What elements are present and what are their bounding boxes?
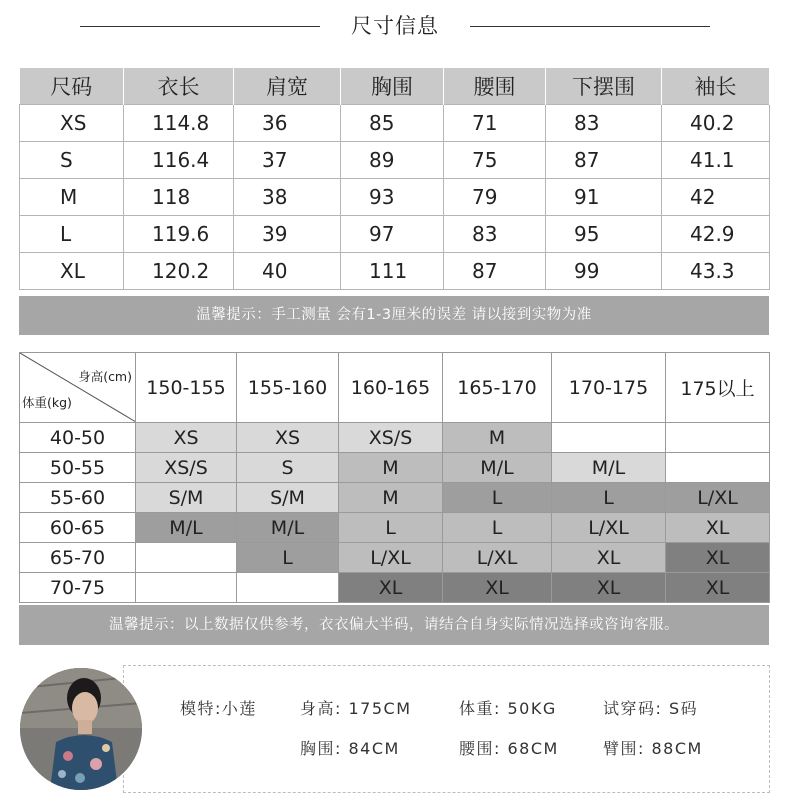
fit-row <box>20 513 770 543</box>
height-range: 170-175 <box>552 353 666 423</box>
weight-range: 55-60 <box>20 483 136 513</box>
header-cell: 下摆围 <box>546 68 662 105</box>
height-range: 150-155 <box>136 353 237 423</box>
size-value: 118 <box>124 179 234 216</box>
measurement-note: 温馨提示：手工测量 会有1-3厘米的误差 请以接到实物为准 <box>19 296 769 335</box>
size-value: 43.3 <box>662 253 770 290</box>
model-arm: 臂围: 88CM <box>603 739 703 758</box>
recommended-size: S/M <box>136 483 237 513</box>
recommended-size: XS/S <box>339 423 443 453</box>
size-value: 89 <box>341 142 444 179</box>
size-row <box>20 216 770 253</box>
recommended-size: L <box>237 543 339 573</box>
fit-row <box>20 483 770 513</box>
model-waist: 腰围: 68CM <box>459 739 559 758</box>
recommended-size: S <box>237 453 339 483</box>
size-value: 42.9 <box>662 216 770 253</box>
header-cell: 腰围 <box>444 68 546 105</box>
model-weight: 体重: 50KG <box>459 699 557 718</box>
size-label: L <box>20 216 124 253</box>
model-info-box <box>123 665 770 793</box>
size-label: M <box>20 179 124 216</box>
height-range: 160-165 <box>339 353 443 423</box>
recommended-size: M/L <box>136 513 237 543</box>
size-value: 91 <box>546 179 662 216</box>
header-cell: 衣长 <box>124 68 234 105</box>
size-value: 119.6 <box>124 216 234 253</box>
size-value: 87 <box>444 253 546 290</box>
size-value: 120.2 <box>124 253 234 290</box>
size-row <box>20 179 770 216</box>
size-value: 97 <box>341 216 444 253</box>
header-cell: 尺码 <box>20 68 124 105</box>
recommended-size <box>666 423 770 453</box>
recommended-size <box>136 573 237 603</box>
size-value: 42 <box>662 179 770 216</box>
recommended-size: L <box>443 513 552 543</box>
size-row <box>20 142 770 179</box>
size-value: 37 <box>234 142 341 179</box>
weight-range: 60-65 <box>20 513 136 543</box>
size-value: 93 <box>341 179 444 216</box>
size-advice-note: 温馨提示：以上数据仅供参考，衣衣偏大半码，请结合自身实际情况选择或咨询客服。 <box>19 605 769 645</box>
height-range: 165-170 <box>443 353 552 423</box>
recommended-size <box>136 543 237 573</box>
recommended-size: XL <box>552 573 666 603</box>
recommended-size: M <box>339 483 443 513</box>
recommended-size: L <box>552 483 666 513</box>
fit-row <box>20 453 770 483</box>
recommended-size: L/XL <box>666 483 770 513</box>
model-photo <box>20 668 142 790</box>
fit-row <box>20 543 770 573</box>
recommended-size <box>666 453 770 483</box>
recommended-size: XS <box>136 423 237 453</box>
model-bust: 胸围: 84CM <box>300 739 400 758</box>
recommended-size: XL <box>443 573 552 603</box>
header <box>0 0 790 52</box>
size-table-header <box>20 68 770 105</box>
size-value: 40.2 <box>662 105 770 142</box>
model-name: 模特:小莲 <box>180 699 257 718</box>
size-label: XL <box>20 253 124 290</box>
height-range: 155-160 <box>237 353 339 423</box>
size-value: 116.4 <box>124 142 234 179</box>
model-height: 身高: 175CM <box>300 699 412 718</box>
recommended-size: XL <box>666 573 770 603</box>
recommended-size: XL <box>666 543 770 573</box>
size-row <box>20 253 770 290</box>
recommended-size <box>552 423 666 453</box>
diagonal-line <box>20 353 136 422</box>
size-value: 36 <box>234 105 341 142</box>
size-value: 111 <box>341 253 444 290</box>
recommended-size: L <box>339 513 443 543</box>
size-value: 75 <box>444 142 546 179</box>
recommended-size: M/L <box>443 453 552 483</box>
header-cell: 袖长 <box>662 68 770 105</box>
weight-range: 65-70 <box>20 543 136 573</box>
recommended-size: XL <box>339 573 443 603</box>
fit-table <box>19 352 770 603</box>
recommended-size: L/XL <box>552 513 666 543</box>
size-value: 114.8 <box>124 105 234 142</box>
recommended-size <box>237 573 339 603</box>
size-label: XS <box>20 105 124 142</box>
weight-range: 40-50 <box>20 423 136 453</box>
corner-cell <box>20 353 136 423</box>
height-range: 175以上 <box>666 353 770 423</box>
size-value: 41.1 <box>662 142 770 179</box>
recommended-size: M/L <box>237 513 339 543</box>
recommended-size: L <box>443 483 552 513</box>
recommended-size: M/L <box>552 453 666 483</box>
header-cell: 胸围 <box>341 68 444 105</box>
size-value: 87 <box>546 142 662 179</box>
recommended-size: XL <box>552 543 666 573</box>
size-value: 83 <box>546 105 662 142</box>
size-value: 79 <box>444 179 546 216</box>
recommended-size: L/XL <box>339 543 443 573</box>
recommended-size: M <box>443 423 552 453</box>
weight-range: 50-55 <box>20 453 136 483</box>
size-value: 83 <box>444 216 546 253</box>
weight-range: 70-75 <box>20 573 136 603</box>
weight-axis-label: 体重(kg) <box>22 395 72 410</box>
fit-table-header <box>20 353 770 423</box>
page-title: 尺寸信息 <box>351 14 439 38</box>
model-trial-size: 试穿码: S码 <box>603 699 699 718</box>
size-label: S <box>20 142 124 179</box>
header-cell: 肩宽 <box>234 68 341 105</box>
recommended-size: L/XL <box>443 543 552 573</box>
size-value: 40 <box>234 253 341 290</box>
height-axis-label: 身高(cm) <box>78 369 132 384</box>
size-value: 95 <box>546 216 662 253</box>
recommended-size: M <box>339 453 443 483</box>
size-value: 38 <box>234 179 341 216</box>
recommended-size: S/M <box>237 483 339 513</box>
size-row <box>20 105 770 142</box>
size-value: 85 <box>341 105 444 142</box>
recommended-size: XS <box>237 423 339 453</box>
fit-row <box>20 423 770 453</box>
size-table <box>19 68 770 290</box>
recommended-size: XS/S <box>136 453 237 483</box>
size-value: 39 <box>234 216 341 253</box>
size-value: 71 <box>444 105 546 142</box>
size-value: 99 <box>546 253 662 290</box>
fit-row <box>20 573 770 603</box>
recommended-size: XL <box>666 513 770 543</box>
